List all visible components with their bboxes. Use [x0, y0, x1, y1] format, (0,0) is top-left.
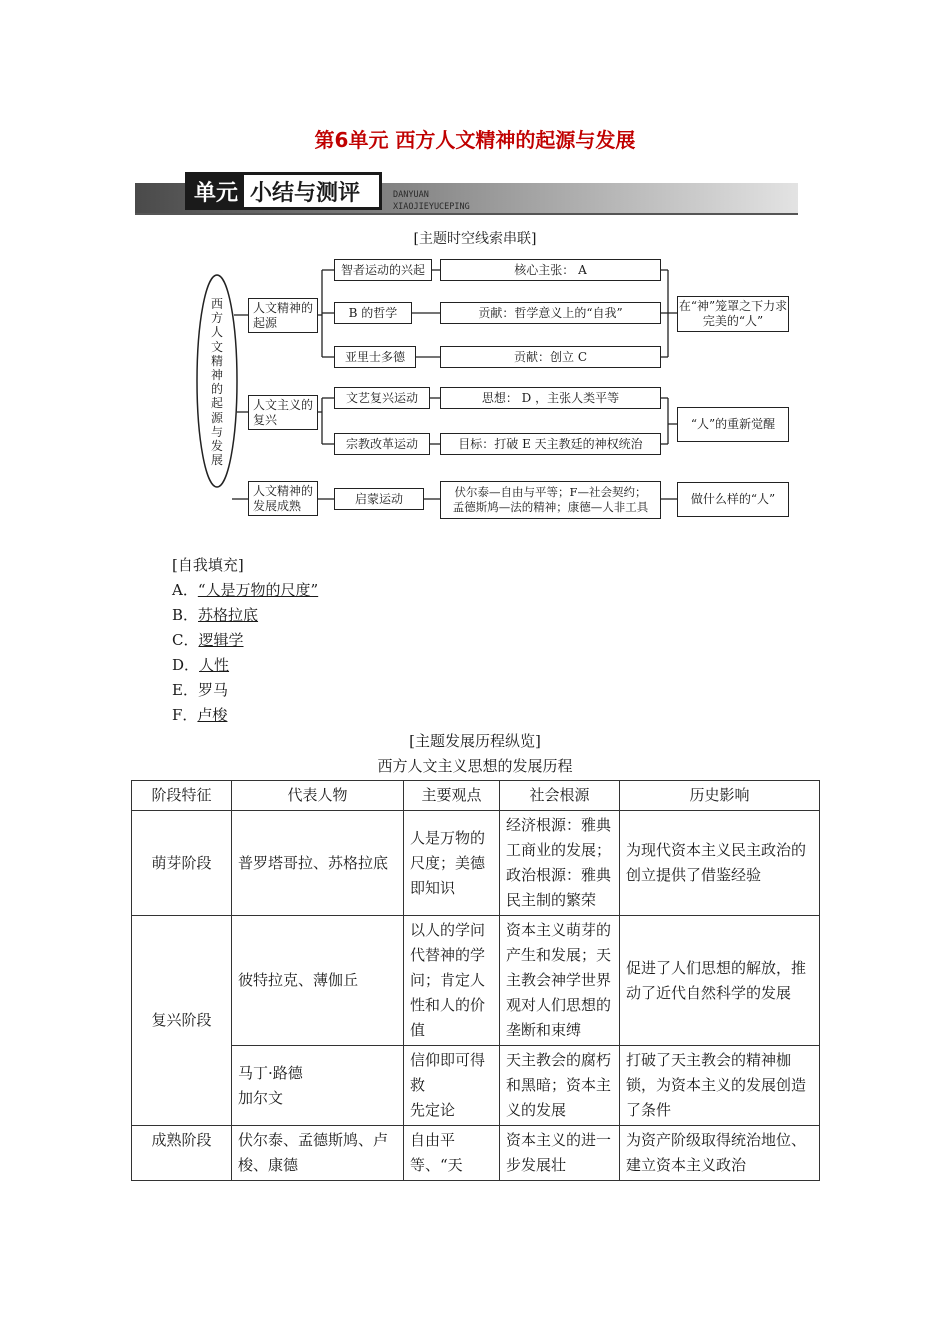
table-row	[132, 1126, 820, 1181]
cell-figures: 彼特拉克、薄伽丘	[232, 916, 404, 1046]
banner-pinyin-1: DANYUAN	[393, 190, 429, 200]
table-row	[132, 811, 820, 916]
cell-impact: 为资产阶级取得统治地位、建立资本主义政治	[620, 1126, 820, 1181]
fill-letter: C．	[172, 631, 199, 649]
fill-answer: 罗马	[197, 681, 228, 699]
cell-stage: 复兴阶段	[132, 916, 232, 1126]
fill-answer: 苏格拉底	[198, 606, 259, 624]
cell-views: 以人的学问代替神的学问；肯定人性和人的价值	[404, 916, 500, 1046]
fill-answer: 逻辑学	[198, 631, 244, 649]
cell-views: 自由平等、“天	[404, 1126, 500, 1181]
diagram-root: 西方人文精神的起源与发展	[210, 297, 223, 468]
cell-impact: 打破了天主教会的精神枷锁，为资本主义的发展创造了条件	[620, 1046, 820, 1126]
branch-revival: 人文主义的复兴	[248, 395, 318, 430]
cell-views: 人是万物的尺度；美德即知识	[404, 811, 500, 916]
cell-stage: 成熟阶段	[132, 1126, 232, 1181]
detail-enlightenment-line1: 伏尔泰—自由与平等；F—社会契约；	[454, 485, 647, 499]
diagram-heading: [主题时空线索串联]	[413, 231, 537, 247]
detail-self: 贡献：哲学意义上的“自我”	[440, 302, 661, 324]
cell-roots: 资本主义的进一步发展壮	[500, 1126, 620, 1181]
branch-maturity: 人文精神的发展成熟	[248, 481, 318, 516]
cell-figures: 普罗塔哥拉、苏格拉底	[232, 811, 404, 916]
table-row	[132, 1046, 820, 1126]
fill-heading: [自我填充]	[172, 556, 244, 574]
header-views: 主要观点	[404, 781, 500, 811]
item-reformation: 宗教改革运动	[334, 433, 430, 455]
cell-impact: 促进了人们思想的解放，推动了近代自然科学的发展	[620, 916, 820, 1046]
cell-roots: 天主教会的腐朽和黑暗；资本主义的发展	[500, 1046, 620, 1126]
result-perfect-human: 在“神”笼罩之下力求完美的“人”	[677, 296, 789, 332]
fill-item-b	[172, 604, 258, 625]
detail-enlightenment	[440, 481, 661, 519]
cell-figures: 伏尔泰、孟德斯鸠、卢梭、康德	[232, 1126, 404, 1181]
header-figures: 代表人物	[232, 781, 404, 811]
result-what-human: 做什么样的“人”	[677, 482, 789, 517]
table-title: 西方人文主义思想的发展历程	[377, 757, 573, 775]
banner-label-a: 单元	[188, 175, 244, 207]
detail-core-idea: 核心主张： A	[440, 259, 661, 281]
fill-answer: 卢梭	[197, 706, 228, 724]
header-roots: 社会根源	[500, 781, 620, 811]
fill-answer: “人是万物的尺度”	[197, 581, 319, 599]
banner-label-b: 小结与测评	[250, 180, 361, 206]
header-impact: 历史影响	[620, 781, 820, 811]
cell-figures: 马丁·路德 加尔文	[232, 1046, 404, 1126]
cell-roots: 资本主义萌芽的产生和发展；天主教会神学世界观对人们思想的垄断和束缚	[500, 916, 620, 1046]
fill-letter: E．	[172, 681, 198, 699]
cell-impact: 为现代资本主义民主政治的创立提供了借鉴经验	[620, 811, 820, 916]
cell-stage: 萌芽阶段	[132, 811, 232, 916]
fill-item-a	[172, 579, 318, 600]
cell-roots: 经济根源：雅典工商业的发展；政治根源：雅典民主制的繁荣	[500, 811, 620, 916]
item-philosophy: B 的哲学	[334, 302, 412, 324]
header-stage: 阶段特征	[132, 781, 232, 811]
fill-item-e	[172, 679, 228, 700]
fill-item-d	[172, 654, 229, 675]
history-heading: [主题发展历程纵览]	[409, 732, 541, 750]
item-enlightenment: 启蒙运动	[334, 488, 424, 510]
branch-origin: 人文精神的起源	[248, 298, 318, 333]
cell-views: 信仰即可得救 先定论	[404, 1046, 500, 1126]
detail-create: 贡献：创立 C	[440, 346, 661, 368]
table-row	[132, 916, 820, 1046]
fill-answer: 人性	[199, 656, 230, 674]
banner-pinyin-2: XIAOJIEYUCEPING	[393, 202, 470, 212]
item-sophists: 智者运动的兴起	[334, 259, 432, 281]
fill-letter: A．	[172, 581, 198, 599]
item-aristotle: 亚里士多德	[334, 346, 416, 368]
detail-enlightenment-line2: 孟德斯鸠—法的精神；康德—人非工具	[452, 500, 649, 514]
detail-thought: 思想： D ，主张人类平等	[440, 387, 661, 409]
detail-goal: 目标：打破 E 天主教廷的神权统治	[440, 433, 661, 455]
item-renaissance: 文艺复兴运动	[334, 387, 430, 409]
fill-letter: D．	[172, 656, 200, 674]
page-title: 第6单元 西方人文精神的起源与发展	[314, 128, 636, 152]
fill-item-f	[172, 704, 227, 725]
history-table	[131, 780, 820, 1181]
table-header-row	[132, 781, 820, 811]
fill-letter: F．	[172, 706, 198, 724]
fill-letter: B．	[172, 606, 199, 624]
result-reawakening: “人”的重新觉醒	[677, 407, 789, 442]
fill-item-c	[172, 629, 244, 650]
